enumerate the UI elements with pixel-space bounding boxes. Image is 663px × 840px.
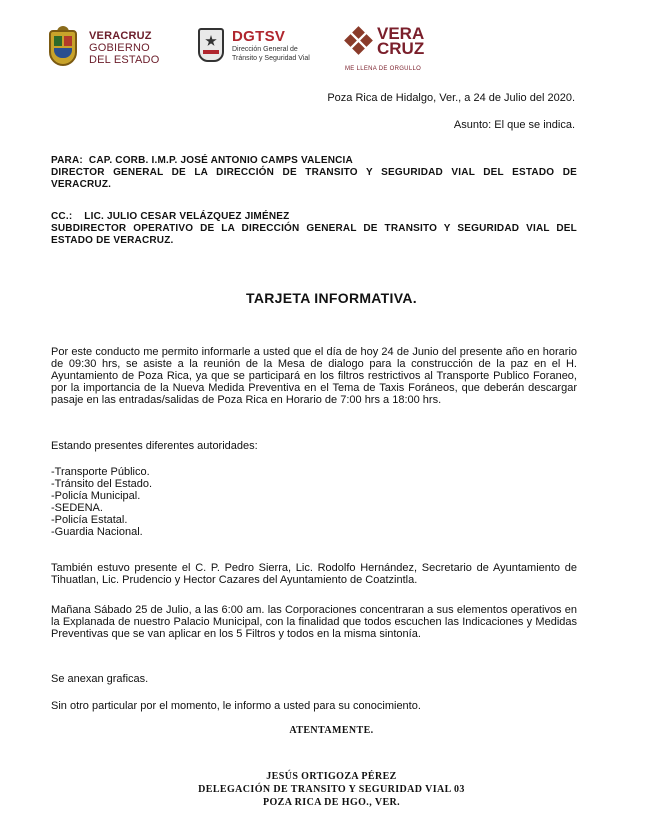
dgtsv-badge-icon: [196, 26, 226, 64]
dgtsv-subtitle-1: Dirección General de: [232, 45, 298, 53]
list-item: -SEDENA.: [51, 502, 103, 514]
list-item: -Policía Estatal.: [51, 514, 128, 526]
cc-recipient-block: [51, 211, 577, 247]
body-paragraph-2: Estando presentes diferentes autoridades:: [51, 440, 258, 452]
body-paragraph-4: Mañana Sábado 25 de Julio, a las 6:00 am. las Corporaciones concentraran a sus elementos operativos en la Explanada de nuestro Palacio Municipal, con la finalidad que todos escuchen las Indicaciones y Medidas Preventivas que se van aplicar en los 5 Filtros y todos en la misma sintonía.: [51, 604, 577, 640]
signature-block: [0, 770, 663, 809]
para-name: CAP. CORB. I.M.P. JOSÉ ANTONIO CAMPS VALENCIA: [88, 155, 353, 166]
body-paragraph-5: Se anexan graficas.: [51, 673, 149, 685]
asunto-line: Asunto: El que se indica.: [453, 119, 575, 131]
signer-name: JESÚS ORTIGOZA PÉREZ: [266, 771, 397, 782]
veracruz-diamond-icon: [345, 27, 373, 55]
veracruz-slogan: ME LLENA DE ORGULLO: [345, 66, 422, 72]
signer-position: DELEGACIÓN DE TRANSITO Y SEGURIDAD VIAL 03: [198, 784, 465, 795]
para-recipient-block: [51, 155, 577, 191]
list-item: -Guardia Nacional.: [51, 526, 143, 538]
date-line: Poza Rica de Hidalgo, Ver., a 24 de Julio del 2020.: [327, 92, 575, 104]
list-item: -Tránsito del Estado.: [51, 478, 153, 490]
cc-name: LIC. JULIO CESAR VELÁZQUEZ JIMÉNEZ: [84, 211, 290, 222]
cc-position-line-end: ESTADO DE VERACRUZ.: [51, 235, 174, 246]
para-position-line: DIRECTOR GENERAL DE LA DIRECCIÓN DE TRANSITO Y SEGURIDAD VIAL DEL ESTADO DE: [51, 167, 577, 178]
cc-position-line: SUBDIRECTOR OPERATIVO DE LA DIRECCIÓN GENERAL DE TRANSITO Y SEGURIDAD VIAL DEL: [51, 223, 577, 234]
gobierno-veracruz-logo: [45, 26, 159, 70]
list-item: -Policía Municipal.: [51, 490, 141, 502]
veracruz-brand-line1: VERA: [377, 24, 425, 43]
veracruz-brand-line2: CRUZ: [377, 39, 425, 58]
dgtsv-title: DGTSV: [232, 27, 286, 45]
body-paragraph-6: Sin otro particular por el momento, le informo a usted para su conocimiento.: [51, 700, 421, 712]
body-paragraph-3: También estuvo presente el C. P. Pedro Sierra, Lic. Rodolfo Hernández, Secretario de Ayuntamiento de Tihuatlan, Lic. Prudencio y Hector Cazares del Ayuntamiento de Coatzintla.: [51, 562, 577, 586]
cc-label: CC.:: [51, 211, 73, 222]
logo-line-del-estado: DEL ESTADO: [89, 54, 160, 66]
logo-line-gobierno: GOBIERNO: [89, 42, 150, 54]
list-item: -Transporte Público.: [51, 466, 150, 478]
para-label: PARA:: [51, 155, 83, 166]
dgtsv-logo: [196, 26, 310, 64]
closing-atentamente: ATENTAMENTE.: [289, 725, 374, 736]
dgtsv-subtitle-2: Tránsito y Seguridad Vial: [232, 54, 310, 62]
logo-line-veracruz: VERACRUZ: [89, 30, 152, 42]
veracruz-brand-logo: [345, 26, 424, 56]
document-title: TARJETA INFORMATIVA.: [246, 290, 417, 306]
para-position-line-end: VERACRUZ.: [51, 179, 112, 190]
authorities-list: [51, 466, 152, 538]
signer-location: POZA RICA DE HGO., VER.: [262, 797, 401, 808]
body-paragraph-1: Por este conducto me permito informarle a usted que el día de hoy 24 de Junio del presente año en horario de 09:30 hrs, se asiste a la reunión de la Mesa de dialogo para la construcción de la paz en el H. Ayuntamiento de Poza Rica, ya que se participará en los filtros restrictivos al Transporte Publico Foraneo, por la importancia de la Nueva Medida Preventiva en el Tema de Taxis Foráneos, que deberán descargar pasaje en las entradas/salidas de Poza Rica en Horario de 7:00 hrs a 18:00 hrs.: [51, 346, 577, 406]
coat-of-arms-icon: [45, 26, 81, 70]
